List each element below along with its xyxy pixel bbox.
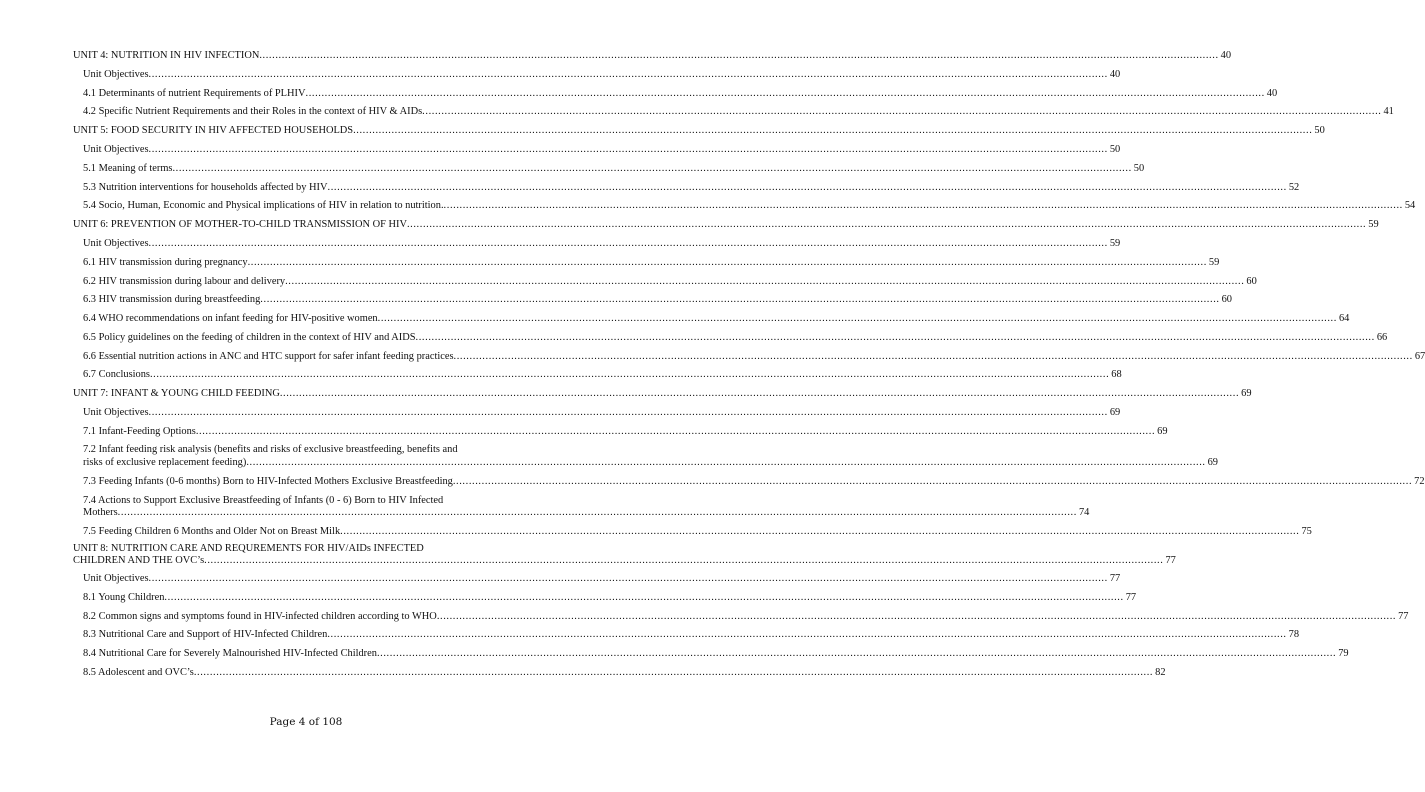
toc-section-entry[interactable]: [83, 473, 1425, 492]
toc-page-number: 82: [1155, 667, 1166, 679]
toc-entry-title: 4.1 Determinants of nutrient Requirements of PLHIV: [83, 87, 306, 99]
toc-entry-title: 8.5 Adolescent and OVC’s: [83, 667, 194, 679]
toc-entry-title: 6.7 Conclusions: [83, 369, 150, 381]
toc-page-number: 59: [1368, 219, 1379, 231]
toc-page-number: 64: [1338, 313, 1350, 325]
dot-leader: ............................................................................................................................................................................................................................................................................................................: [195, 425, 1156, 437]
toc-page-number: 79: [1338, 648, 1349, 660]
dot-leader: ............................................................................................................................................................................................................................................................................................................: [148, 573, 1108, 585]
toc-section-entry[interactable]: [83, 423, 1168, 442]
toc-section-entry[interactable]: [83, 178, 1300, 197]
dot-leader: ............................................................................................................................................................................................................................................................................................................: [149, 369, 1110, 381]
toc-page-number: 41: [1383, 106, 1394, 118]
toc-entry-title: 5.4 Socio, Human, Economic and Physical implications of HIV in relation to nutrition.: [83, 200, 444, 212]
dot-leader: ............................................................................................................................................................................................................................................................................................................: [148, 144, 1108, 156]
toc-entry-title-line: 7.4 Actions to Support Exclusive Breastfeeding of Infants (0 - 6) Born to HIV Infected: [83, 494, 444, 506]
toc-entry-title: Unit Objectives: [83, 406, 149, 418]
toc-unit-entry[interactable]: [73, 122, 1325, 141]
toc-page-number: 50: [1109, 144, 1121, 156]
toc-page-number: 67: [1414, 350, 1425, 362]
toc-section-entry[interactable]: [83, 291, 1232, 310]
toc-page-number: 68: [1111, 369, 1122, 381]
toc-page-number: 59: [1109, 237, 1121, 249]
toc-section-entry[interactable]: [83, 66, 1121, 85]
toc-entry-title: 8.2 Common signs and symptoms found in HIV-infected children according to WHO: [83, 610, 437, 622]
toc-entry-title: Unit Objectives: [83, 68, 149, 80]
toc-entry-title: 8.3 Nutritional Care and Support of HIV-Infected Children: [83, 629, 328, 641]
toc-entry-title: 6.3 HIV transmission during breastfeeding: [83, 294, 261, 306]
dot-leader: ............................................................................................................................................................................................................................................................................................................: [452, 476, 1413, 488]
toc-section-entry[interactable]: [83, 589, 1137, 608]
toc-section-entry[interactable]: [83, 404, 1121, 423]
toc-section-entry[interactable]: [83, 85, 1278, 104]
toc-section-entry[interactable]: [83, 348, 1425, 367]
toc-entry-title: Unit Objectives: [83, 144, 149, 156]
dot-leader: ............................................................................................................................................................................................................................................................................................................: [247, 256, 1207, 268]
dot-leader: ............................................................................................................................................................................................................................................................................................................: [327, 181, 1287, 193]
toc-entry-title: 8.1 Young Children: [83, 591, 165, 603]
toc-unit-entry[interactable]: [73, 542, 1176, 570]
dot-leader: ............................................................................................................................................................................................................................................................................................................: [148, 406, 1108, 418]
toc-page-number: 60: [1246, 275, 1257, 287]
toc-entry-title: 4.2 Specific Nutrient Requirements and their Roles in the context of HIV & AIDs: [83, 106, 423, 118]
toc-section-entry[interactable]: [83, 141, 1121, 160]
dot-leader: ............................................................................................................................................................................................................................................................................................................: [279, 388, 1240, 400]
toc-section-entry[interactable]: [83, 197, 1416, 216]
toc-unit-entry[interactable]: [73, 385, 1252, 404]
dot-leader: ............................................................................................................................................................................................................................................................................................................: [422, 106, 1382, 118]
toc-entry-title: UNIT 4: NUTRITION IN HIV INFECTION: [73, 50, 260, 62]
toc-page-number: 69: [1241, 388, 1252, 400]
toc-page-number: 40: [1109, 68, 1121, 80]
toc-page-number: 77: [1109, 573, 1121, 585]
toc-page-number: 50: [1314, 125, 1325, 137]
dot-leader: ............................................................................................................................................................................................................................................................................................................: [148, 237, 1108, 249]
toc-section-entry[interactable]: [83, 366, 1122, 385]
toc-entry-title: 6.4 WHO recommendations on infant feeding for HIV-positive women: [83, 313, 378, 325]
toc-page-number: 77: [1125, 591, 1137, 603]
toc-entry-title: 6.5 Policy guidelines on the feeding of children in the context of HIV and AIDS: [83, 331, 416, 343]
dot-leader: ............................................................................................................................................................................................................................................................................................................: [443, 200, 1403, 212]
toc-entry-title: 8.4 Nutritional Care for Severely Malnourished HIV-Infected Children: [83, 648, 377, 660]
toc-section-entry[interactable]: [83, 235, 1121, 254]
toc-page-number: 40: [1220, 50, 1232, 62]
dot-leader: ............................................................................................................................................................................................................................................................................................................: [172, 162, 1132, 174]
toc-page-number: 40: [1266, 87, 1278, 99]
dot-leader: ............................................................................................................................................................................................................................................................................................................: [117, 507, 1077, 519]
dot-leader: ............................................................................................................................................................................................................................................................................................................: [260, 294, 1220, 306]
dot-leader: ............................................................................................................................................................................................................................................................................................................: [327, 629, 1287, 641]
dot-leader: ............................................................................................................................................................................................................................................................................................................: [340, 526, 1300, 538]
toc-page-number: 66: [1376, 331, 1388, 343]
toc-unit-entry[interactable]: [73, 216, 1379, 235]
toc-entry-title: Unit Objectives: [83, 237, 149, 249]
toc-page-number: 50: [1133, 162, 1145, 174]
toc-page-number: 77: [1398, 610, 1409, 622]
toc-section-entry[interactable]: [83, 523, 1312, 542]
toc-section-entry[interactable]: [83, 272, 1257, 291]
dot-leader: ............................................................................................................................................................................................................................................................................................................: [415, 331, 1375, 343]
toc-page-number: 54: [1404, 200, 1416, 212]
toc-page-number: 60: [1221, 294, 1232, 306]
dot-leader: ............................................................................................................................................................................................................................................................................................................: [246, 456, 1206, 468]
toc-section-entry[interactable]: [83, 254, 1220, 273]
toc-unit-entry[interactable]: [73, 47, 1232, 66]
dot-leader: ............................................................................................................................................................................................................................................................................................................: [204, 555, 1164, 567]
toc-section-entry[interactable]: [83, 492, 1090, 524]
toc-section-entry[interactable]: [83, 441, 1218, 473]
toc-section-entry[interactable]: [83, 626, 1300, 645]
toc-entry-title: 5.1 Meaning of terms: [83, 162, 173, 174]
toc-entry-title: UNIT 7: INFANT & YOUNG CHILD FEEDING: [73, 388, 280, 400]
toc-section-entry[interactable]: [83, 645, 1349, 664]
dot-leader: ............................................................................................................................................................................................................................................................................................................: [164, 591, 1124, 603]
toc-entry-title: UNIT 6: PREVENTION OF MOTHER-TO-CHILD TRANSMISSION OF HIV: [73, 219, 407, 231]
toc-entry-title: 7.5 Feeding Children 6 Months and Older Not on Breast Milk: [83, 526, 341, 538]
toc-section-entry[interactable]: [83, 310, 1350, 329]
toc-page-number: 75: [1301, 526, 1312, 538]
toc-page-number: 78: [1288, 629, 1300, 641]
toc-entry-title: CHILDREN AND THE OVC’s: [73, 555, 205, 567]
toc-page-number: 69: [1157, 425, 1168, 437]
toc-entry-title: 7.1 Infant-Feeding Options: [83, 425, 196, 437]
toc-entry-title-line: 7.2 Infant feeding risk analysis (benefits and risks of exclusive breastfeeding, benefits and: [83, 444, 458, 456]
toc-section-entry[interactable]: [83, 329, 1388, 348]
toc-entry-title: 7.3 Feeding Infants (0-6 months) Born to HIV-Infected Mothers Exclusive Breastfeeding: [83, 476, 453, 488]
toc-section-entry[interactable]: [83, 570, 1121, 589]
dot-leader: ............................................................................................................................................................................................................................................................................................................: [305, 87, 1265, 99]
dot-leader: ............................................................................................................................................................................................................................................................................................................: [353, 125, 1313, 137]
toc-page-number: 59: [1208, 256, 1220, 268]
toc-page-number: 52: [1288, 181, 1300, 193]
toc-entry-title: 6.1 HIV transmission during pregnancy: [83, 256, 248, 268]
toc-entry-title: 5.3 Nutrition interventions for households affected by HIV: [83, 181, 328, 193]
toc-section-entry[interactable]: [83, 103, 1394, 122]
dot-leader: ............................................................................................................................................................................................................................................................................................................: [148, 68, 1108, 80]
toc-section-entry[interactable]: [83, 664, 1166, 683]
table-of-contents: [73, 47, 1425, 683]
toc-page-number: 74: [1078, 507, 1090, 519]
toc-section-entry[interactable]: [83, 160, 1145, 179]
toc-page-number: 77: [1165, 555, 1176, 567]
dot-leader: ............................................................................................................................................................................................................................................................................................................: [376, 648, 1337, 660]
toc-entry-title: Mothers: [83, 507, 118, 519]
toc-page-number: 69: [1109, 406, 1121, 418]
dot-leader: ............................................................................................................................................................................................................................................................................................................: [259, 50, 1219, 62]
toc-entry-title: UNIT 5: FOOD SECURITY IN HIV AFFECTED HOUSEHOLDS: [73, 125, 354, 137]
dot-leader: ............................................................................................................................................................................................................................................................................................................: [436, 610, 1397, 622]
dot-leader: ............................................................................................................................................................................................................................................................................................................: [453, 350, 1413, 362]
dot-leader: ............................................................................................................................................................................................................................................................................................................: [377, 313, 1337, 325]
toc-entry-title: 6.6 Essential nutrition actions in ANC and HTC support for safer infant feeding practices: [83, 350, 454, 362]
toc-entry-title: Unit Objectives: [83, 573, 149, 585]
toc-entry-title: 6.2 HIV transmission during labour and delivery: [83, 275, 286, 287]
dot-leader: ............................................................................................................................................................................................................................................................................................................: [406, 219, 1367, 231]
page-number-footer: Page 4 of 108: [269, 716, 343, 728]
toc-entry-title-line: UNIT 8: NUTRITION CARE AND REQUREMENTS FOR HIV/AIDs INFECTED: [73, 542, 424, 554]
dot-leader: ............................................................................................................................................................................................................................................................................................................: [285, 275, 1245, 287]
toc-page-number: 69: [1207, 456, 1218, 468]
toc-section-entry[interactable]: [83, 608, 1409, 627]
toc-page-number: 72: [1414, 476, 1425, 488]
toc-entry-title: risks of exclusive replacement feeding): [83, 456, 247, 468]
dot-leader: ............................................................................................................................................................................................................................................................................................................: [193, 667, 1154, 679]
